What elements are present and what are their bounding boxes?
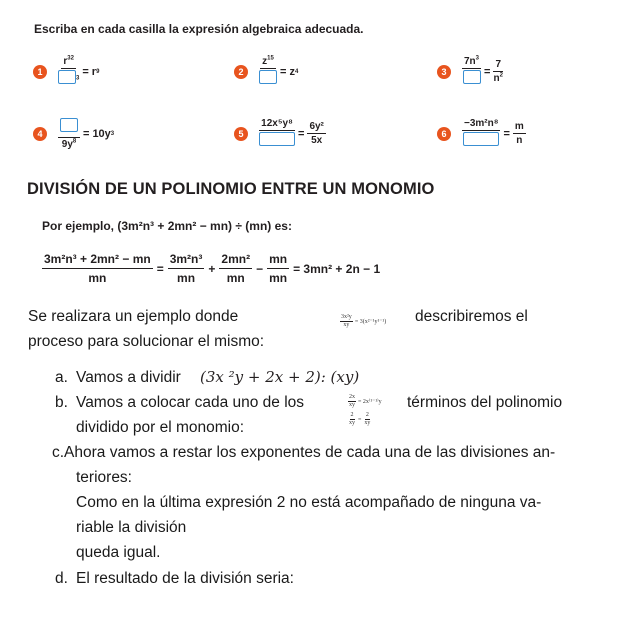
step-b-tiny-formula-2: $\frac{2}{xy}$ = $\frac{2}{xy}$ [349,412,371,426]
ex4-rhs: 10y [92,128,111,140]
example-intro: Por ejemplo, (3m²n³ + 2mn² − mn) ÷ (mn) es: [42,219,292,233]
term1-num: 3m²n³ [168,252,205,269]
big-numerator: 3m²n³ + 2mn² − mn [42,252,153,269]
paragraph-line1a: Se realizara un ejemplo donde [28,308,239,325]
ex5-rhs-num: 6y² [309,121,324,132]
step-b-text-2: términos del polinomio [407,394,563,411]
ex6-rhs-num: m [514,121,524,132]
exercise-4: 4 $9y^8$ = 10y 3 [33,118,114,150]
paragraph-line1b: describiremos el [415,308,528,325]
step-c-text-2: teriores: [76,469,132,486]
ex2-answer-box[interactable] [259,70,277,84]
exercise-2: 2 $z^{15}$ = z 4 [234,56,298,87]
ex6-answer-box[interactable] [463,132,499,146]
ex4-denominator: 9y [61,139,73,150]
step-c-text-4: riable la división [76,519,187,536]
ex4-answer-box[interactable] [60,118,78,132]
exercise-1: 1 $\frac{r^{32}}{^3}$ = r 9 [33,56,99,87]
ex1-rhs: r [91,65,97,78]
step-b-tiny-formula-1: $\frac{2x}{xy}$ = 2x⁽¹⁻¹⁾y [349,394,382,408]
step-b-label: b. [55,394,68,411]
step-d-text: El resultado de la división seria: [76,570,294,587]
ex2-rhs: z [289,65,295,78]
big-denominator: mn [88,271,107,285]
term2-num: 2mn² [219,252,252,269]
ex3-numerator: 7n [464,56,476,67]
step-c-text-1: c.Ahora vamos a restar los exponentes de cada una de las divisiones an- [52,444,556,461]
ex6-rhs-den: n [516,135,523,146]
step-b-text-3: dividido por el monomio: [76,419,245,436]
exercise-number-2: 2 [234,65,248,79]
paragraph-tiny-formula: $\frac{\text{3x²y}}{xy}$ = 3(x²⁻¹y¹⁻¹) [341,314,387,328]
exercise-6: 6 −3m²n⁸ = $\frac{m}{n}$ [437,118,526,149]
ex5-numerator: 12x⁵y⁸ [261,118,293,129]
example-equation: $\frac{\text{3m²n³ + 2mn² − mn}}{mn}$ = $\frac{\text{3m²n³}}{mn}$ + $\frac{\text{2mn²}}{mn}$ − $\frac{mn}{mn}$ = 3mn² + 2n − 1 [44,252,381,285]
exercise-number-6: 6 [437,127,451,141]
term3-num: mn [267,252,289,269]
ex1-numerator: r [63,56,68,67]
ex3-rhs-den: n [493,73,500,84]
step-c-text-3: Como en la última expresión 2 no está acompañado de ninguna va- [76,494,542,511]
example-result: = 3mn² + 2n − 1 [293,261,381,276]
term1-den: mn [177,271,196,285]
exercise-number-1: 1 [33,65,47,79]
ex2-numerator: z [262,56,268,67]
ex3-answer-box[interactable] [463,70,481,84]
step-b-text-1: Vamos a colocar cada uno de los [76,394,305,411]
term2-den: mn [226,271,245,285]
paragraph-line2: proceso para solucionar el mismo: [28,333,265,350]
exercise-number-5: 5 [234,127,248,141]
instruction-text: Escriba en cada casilla la expresión algebraica adecuada. [34,22,364,36]
section-title: DIVISIÓN DE UN POLINOMIO ENTRE UN MONOMIO [27,180,435,198]
exercise-5: 5 12x⁵y⁸ = $\frac{\text{6y²}}{5x}$ [234,118,326,149]
step-c-text-5: queda igual. [76,544,161,561]
exercise-3: 3 $7n^3$ = $\frac{7}{n^2}$ [437,56,503,87]
exercise-number-3: 3 [437,65,451,79]
term3-den: mn [269,271,288,285]
step-d-label: d. [55,570,68,587]
step-a-text: Vamos a dividir [76,369,181,386]
exercise-number-4: 4 [33,127,47,141]
ex1-answer-box[interactable] [58,70,76,84]
ex3-rhs-num: 7 [495,59,502,70]
ex5-answer-box[interactable] [259,132,295,146]
step-a-expression: (3x ²y + 2x + 2): (xy) [200,368,360,386]
ex6-numerator: −3m²n⁸ [464,118,499,129]
step-a-label: a. [55,369,68,386]
ex5-rhs-den: 5x [311,135,323,146]
